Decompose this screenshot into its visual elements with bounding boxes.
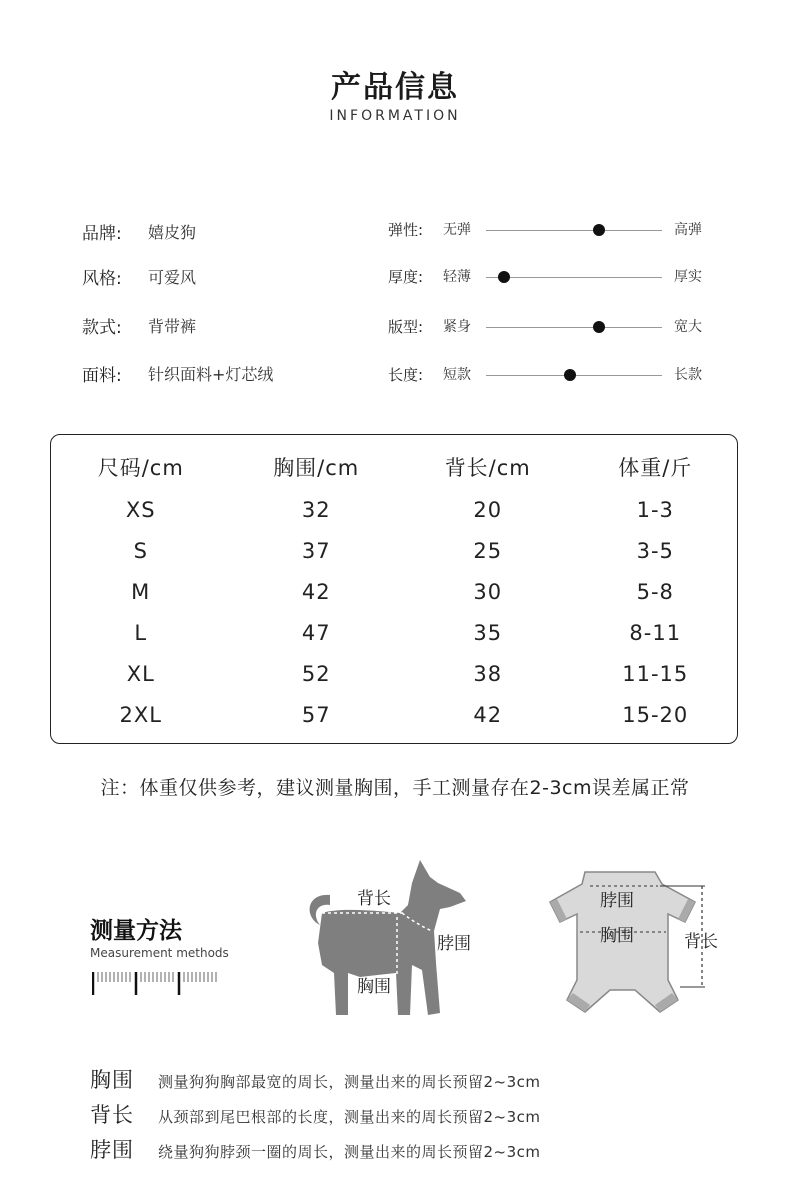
slider-high-label: 宽大 — [674, 319, 702, 335]
table-row — [51, 694, 737, 735]
dog-neck-label: 脖围 — [437, 934, 471, 954]
slider-low-label: 无弹 — [443, 222, 471, 238]
size-table — [50, 434, 738, 744]
table-cell: XS — [125, 497, 156, 522]
slider-label: 弹性: — [388, 221, 424, 239]
table-cell: 47 — [301, 620, 331, 645]
method-subtitle: Measurement methods — [90, 946, 229, 960]
table-cell: 1-3 — [636, 497, 674, 522]
table-cell: S — [133, 538, 148, 563]
info-value: 背带裤 — [148, 316, 197, 336]
table-row — [51, 530, 737, 571]
dog-chest-label: 胸围 — [357, 977, 391, 997]
legend-desc: 测量狗狗胸部最宽的周长，测量出来的周长预留2~3cm — [158, 1073, 541, 1091]
slider-low-label: 短款 — [443, 367, 471, 383]
table-cell: 32 — [301, 497, 331, 522]
table-cell: 8-11 — [629, 620, 682, 645]
table-cell: 38 — [473, 661, 503, 686]
legend-term: 脖围 — [90, 1138, 134, 1162]
size-note: 注：体重仅供参考，建议测量胸围，手工测量存在2-3cm误差属正常 — [100, 777, 690, 799]
table-cell: 11-15 — [622, 661, 689, 686]
info-key: 面料: — [82, 365, 122, 386]
table-cell: XL — [126, 661, 155, 686]
info-value: 嬉皮狗 — [148, 222, 197, 242]
slider-high-label: 高弹 — [674, 222, 702, 238]
legend-chest — [90, 1064, 541, 1094]
slider-track — [486, 230, 662, 231]
table-header: 胸围/cm — [273, 456, 360, 480]
info-key: 品牌: — [82, 223, 122, 244]
table-cell: M — [131, 579, 151, 604]
slider-label: 厚度: — [388, 268, 424, 286]
table-cell: 20 — [473, 497, 503, 522]
method-title: 测量方法 — [90, 918, 182, 944]
page-title: 产品信息 — [331, 70, 459, 105]
info-fabric — [82, 361, 273, 385]
table-header-row — [51, 445, 737, 489]
slider-fit — [388, 315, 718, 339]
table-cell: 25 — [473, 538, 503, 563]
table-cell: 3-5 — [636, 538, 674, 563]
info-value: 可爱风 — [148, 267, 197, 287]
slider-length — [388, 363, 718, 387]
slider-high-label: 长款 — [674, 367, 702, 383]
legend-desc: 从颈部到尾巴根部的长度，测量出来的周长预留2~3cm — [158, 1108, 541, 1126]
legend-back — [90, 1099, 541, 1129]
slider-thickness — [388, 265, 718, 289]
legend-term: 背长 — [90, 1103, 134, 1127]
info-brand — [82, 219, 196, 243]
table-cell: 5-8 — [636, 579, 674, 604]
slider-dot — [593, 224, 605, 236]
slider-high-label: 厚实 — [674, 269, 702, 285]
garment-back-label: 背长 — [684, 932, 718, 952]
slider-dot — [498, 271, 510, 283]
slider-track — [486, 327, 662, 328]
table-row — [51, 653, 737, 694]
slider-low-label: 紧身 — [443, 319, 471, 335]
slider-low-label: 轻薄 — [443, 269, 471, 285]
slider-track — [486, 277, 662, 278]
legend-desc: 绕量狗狗脖颈一圈的周长，测量出来的周长预留2~3cm — [158, 1143, 541, 1161]
table-cell: 30 — [473, 579, 503, 604]
info-key: 风格: — [82, 268, 122, 289]
table-cell: 52 — [301, 661, 331, 686]
slider-label: 长度: — [388, 366, 424, 384]
table-row — [51, 489, 737, 530]
info-style — [82, 264, 196, 288]
garment-chest-label: 胸围 — [600, 926, 634, 946]
table-cell: 57 — [301, 702, 331, 727]
info-type — [82, 313, 196, 337]
table-cell: 15-20 — [622, 702, 689, 727]
page-subtitle: INFORMATION — [329, 108, 461, 124]
table-header: 背长/cm — [444, 456, 531, 480]
ruler-icon — [92, 970, 218, 996]
table-cell: 37 — [301, 538, 331, 563]
garment-neck-label: 脖围 — [600, 891, 634, 911]
table-header: 体重/斤 — [618, 456, 693, 480]
dog-back-label: 背长 — [357, 889, 391, 909]
slider-label: 版型: — [388, 318, 424, 336]
info-key: 款式: — [82, 317, 122, 338]
legend-term: 胸围 — [90, 1068, 134, 1092]
table-cell: 35 — [473, 620, 503, 645]
slider-dot — [593, 321, 605, 333]
slider-elasticity — [388, 218, 718, 242]
table-cell: 2XL — [119, 702, 162, 727]
slider-dot — [564, 369, 576, 381]
table-cell: 42 — [473, 702, 503, 727]
table-row — [51, 612, 737, 653]
table-cell: L — [134, 620, 148, 645]
table-header: 尺码/cm — [97, 456, 184, 480]
info-value: 针织面料+灯芯绒 — [148, 364, 274, 384]
table-cell: 42 — [301, 579, 331, 604]
table-row — [51, 571, 737, 612]
legend-neck — [90, 1134, 541, 1164]
